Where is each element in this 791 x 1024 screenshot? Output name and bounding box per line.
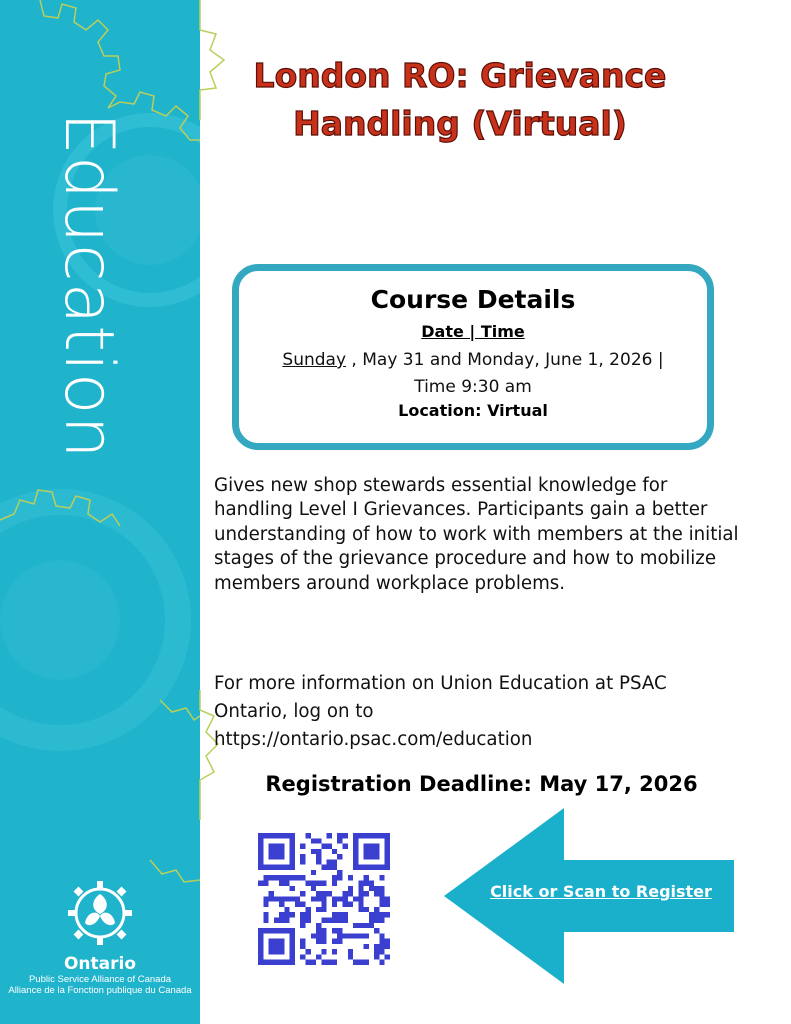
- course-details-box: [232, 264, 714, 450]
- org-name: Ontario: [63, 954, 137, 974]
- registration-deadline: Registration Deadline: May 17, 2026: [265, 772, 698, 796]
- course-details-heading: Course Details: [370, 285, 576, 314]
- education-url-link[interactable]: https://ontario.psac.com/education: [214, 729, 533, 750]
- sidebar-vertical-title: Education: [49, 112, 128, 460]
- gear-accent-icon: [150, 690, 220, 820]
- course-day: Sunday: [282, 350, 347, 370]
- sidebar: [0, 0, 200, 1024]
- course-dates: [239, 347, 707, 401]
- register-link[interactable]: Click or Scan to Register: [490, 882, 712, 901]
- page-title: [205, 52, 715, 148]
- title-line-1: London RO: Grievance: [253, 56, 667, 95]
- qr-code-icon[interactable]: [258, 833, 390, 965]
- course-description: Gives new shop stewards essential knowledge for handling Level I Grievances. Participants gain a better understanding of how to work with members at the initial stages of the grievance procedure and how to mobilize members around workplace problems.: [214, 475, 739, 594]
- course-time: Time 9:30 am: [414, 377, 532, 397]
- trillium-logo-icon: [65, 878, 135, 948]
- date-time-label: Date | Time: [421, 322, 525, 341]
- psac-logo: [0, 878, 200, 996]
- course-date-range: , May 31 and Monday, June 1, 2026 |: [346, 350, 664, 370]
- org-subtitle-en: Public Service Alliance of Canada: [28, 974, 172, 985]
- more-info: [214, 670, 734, 754]
- title-line-2: Handling (Virtual): [293, 104, 627, 143]
- org-subtitle-fr: Alliance de la Fonction publique du Canada: [8, 985, 192, 996]
- course-location: Location: Virtual: [398, 401, 548, 420]
- more-info-text: For more information on Union Education at PSAC Ontario, log on to: [214, 673, 667, 722]
